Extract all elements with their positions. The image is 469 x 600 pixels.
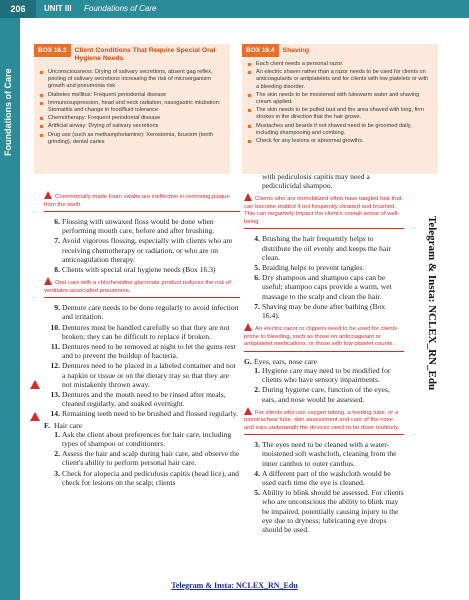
box-title: Shaving xyxy=(282,47,309,54)
list-item: The skin needs to be moistened with lukewarm water and shaving cream applied. xyxy=(256,92,432,106)
alert-note: Oral care with a chlorhexidine gluconate product reduces the risk of ventilator-associated pneumonia. xyxy=(44,277,240,298)
list-item: 13. Dentures and the mouth need to be rinsed after meals, cleaned regularly, and soaked overnight. xyxy=(50,390,226,409)
alert-note: Commercially made foam swabs are ineffective in removing plaque from the teeth. xyxy=(44,191,240,212)
box-number: BOX 16.3 xyxy=(34,44,71,57)
alert-icon xyxy=(44,277,52,285)
list-item: Drug use (such as methamphetamine): Xerostomia, bruxism (teeth grinding), dental caries xyxy=(48,132,224,146)
section-heading: G. Eyes, ears, nose care xyxy=(244,356,318,366)
box-list xyxy=(34,66,230,150)
box-16-3 xyxy=(34,44,230,174)
alert-icon xyxy=(244,407,252,415)
list-item: 3. Check for alopecia and pediculosis capitis (head lice), and check for lesions on the scalp; clients xyxy=(54,468,239,487)
list-item: 14. Remaining teeth need to be brushed and flossed regularly. xyxy=(50,409,239,419)
alert-note: For clients who use oxygen tubing, a feeding tube, or a nasotracheal tube, skin assessment and care of the nose and ears underneath the devices need to be done routinely. xyxy=(244,407,404,436)
list-item: The skin needs to be pulled taut and the area shaved with long, firm strokes in the direction that the hair grows. xyxy=(256,107,432,121)
list-item: Unconsciousness: Drying of salivary secretions, absent gag reflex, pooling of salivary secretions increasing the risk of microorganism growth and pneumonia risk xyxy=(48,69,224,91)
list-item: An electric shaver rather than a razor needs to be used for clients on anticoagulants or antiplatelets and for clients with low platelets or with a bleeding disorder. xyxy=(256,69,432,91)
list-item: 9. Denture care needs to be done regularly to avoid infection and irritation. xyxy=(54,303,239,322)
alert-icon xyxy=(30,380,40,389)
list-item: 2. Assess the hair and scalp during hair care, and observe the client's ability to perform personal hair care. xyxy=(54,449,240,468)
list-item: Check for any lesions or abnormal growths. xyxy=(256,138,432,145)
continued-text: with pediculosis capitis may need a pediculicidal shampoo. xyxy=(262,172,370,191)
alert-note: Clients who are immobilized often have tangled hair that can become matted if not frequently cleaned and brushed. This can negatively impact the client's overall sense of well-being. xyxy=(244,193,404,229)
header-title: Foundations of Care xyxy=(84,4,157,13)
list-item: Each client needs a personal razor. xyxy=(256,61,432,68)
list-item: 5. Braiding helps to prevent tangles. xyxy=(254,263,365,273)
section-heading: F. Hair care xyxy=(44,420,83,430)
list-item: 6. Dry shampoos and shampoo caps can be useful; shampoo caps provide a warm, wet massage to the scalp and clean the hair. xyxy=(254,273,392,301)
list-item: Mustaches and beards if not shaved need to be groomed daily, including shampooing and combing. xyxy=(256,123,432,137)
list-item: 1. Ask the client about preferences for hair care, including types of shampoo or conditioners. xyxy=(54,429,232,449)
list-item: Diabetes mellitus: Frequent periodontal disease xyxy=(48,92,224,99)
list-item: 10. Dentures must be handled carefully so that they are not broken; they can be difficult to replace if broken. xyxy=(50,322,230,341)
sidebar-label: Foundations of Care xyxy=(3,68,13,156)
left-column xyxy=(44,188,240,488)
list-item: Immunosuppression, head and neck radiation, nasogastric intubation: Stomatitis and change in food/fluid tolerance xyxy=(48,100,224,114)
list-item: 7. Avoid vigorous flossing, especially with clients who are receiving chemotherapy or radiation, or who are on anticoagulation therapy. xyxy=(54,236,233,264)
alert-icon xyxy=(244,323,252,331)
unit-label: UNIT III xyxy=(44,4,72,13)
box-number: BOX 16.4 xyxy=(242,44,279,57)
list-item: 8. Clients with special oral hygiene needs (Box 16.3) xyxy=(54,265,216,275)
page-number: 206 xyxy=(0,0,36,18)
list-item: Chemotherapy: Frequent periodontal disease xyxy=(48,115,224,122)
list-item: 5. Ability to blink should be assessed. For clients who are unconscious the ability to blink may be impaired, potentially causing injury to the eye due to dryness; lubricating eye drops should be used. xyxy=(254,488,404,535)
alert-icon xyxy=(44,191,52,199)
list-item: 7. Shaving may be done after bathing (Box 16.4). xyxy=(254,301,386,321)
right-column xyxy=(244,172,404,535)
box-16-4 xyxy=(242,44,438,174)
alert-note: An electric razor or clippers need to be used for clients prone to bleeding, such as those on anticoagulant or antiplatelet medications, or those with low platelet counts. xyxy=(244,323,404,352)
box-list xyxy=(242,58,438,149)
box-title: Client Conditions That Require Special Oral Hygiene Needs xyxy=(74,47,216,62)
list-item: 6. Flossing with unwaxed floss would be done when performing mouth care, before and after brushing. xyxy=(54,217,215,236)
footer-watermark: Telegram & Insta: NCLEX_RN_Edu xyxy=(171,581,298,590)
alert-icon xyxy=(244,193,252,201)
list-item: 4. A different part of the washcloth would be used each time the eye is cleaned. xyxy=(254,468,391,488)
list-item: 11. Dentures need to be removed at night to let the gums rest and to prevent the buildup of bacteria. xyxy=(50,342,236,361)
alert-icon xyxy=(30,412,40,421)
list-item: 4. Brushing the hair frequently helps to distribute the oil evenly and keeps the hair clean. xyxy=(254,234,391,262)
list-item: 12. Dentures need to be placed in a labeled container and not a napkin or tissue or on the dietary tray so that they are not mistakenly thrown away. xyxy=(50,361,236,389)
list-item: 2. During hygiene care, function of the eyes, ears, and nose would be assessed. xyxy=(254,385,390,404)
sidebar xyxy=(0,18,20,600)
watermark-vertical: Telegram & Insta: NCLEX_RN_Edu xyxy=(426,216,438,391)
list-item: 1. Hygiene care may need to be modified for clients who have sensory impairments. xyxy=(254,365,391,385)
list-item: Artificial airway: Drying of salivary secretions xyxy=(48,123,224,130)
list-item: 3. The eyes need to be cleaned with a water-moistened soft washcloth, cleaning from the inner canthus to outer canthus. xyxy=(254,440,397,468)
page-header xyxy=(0,0,469,18)
